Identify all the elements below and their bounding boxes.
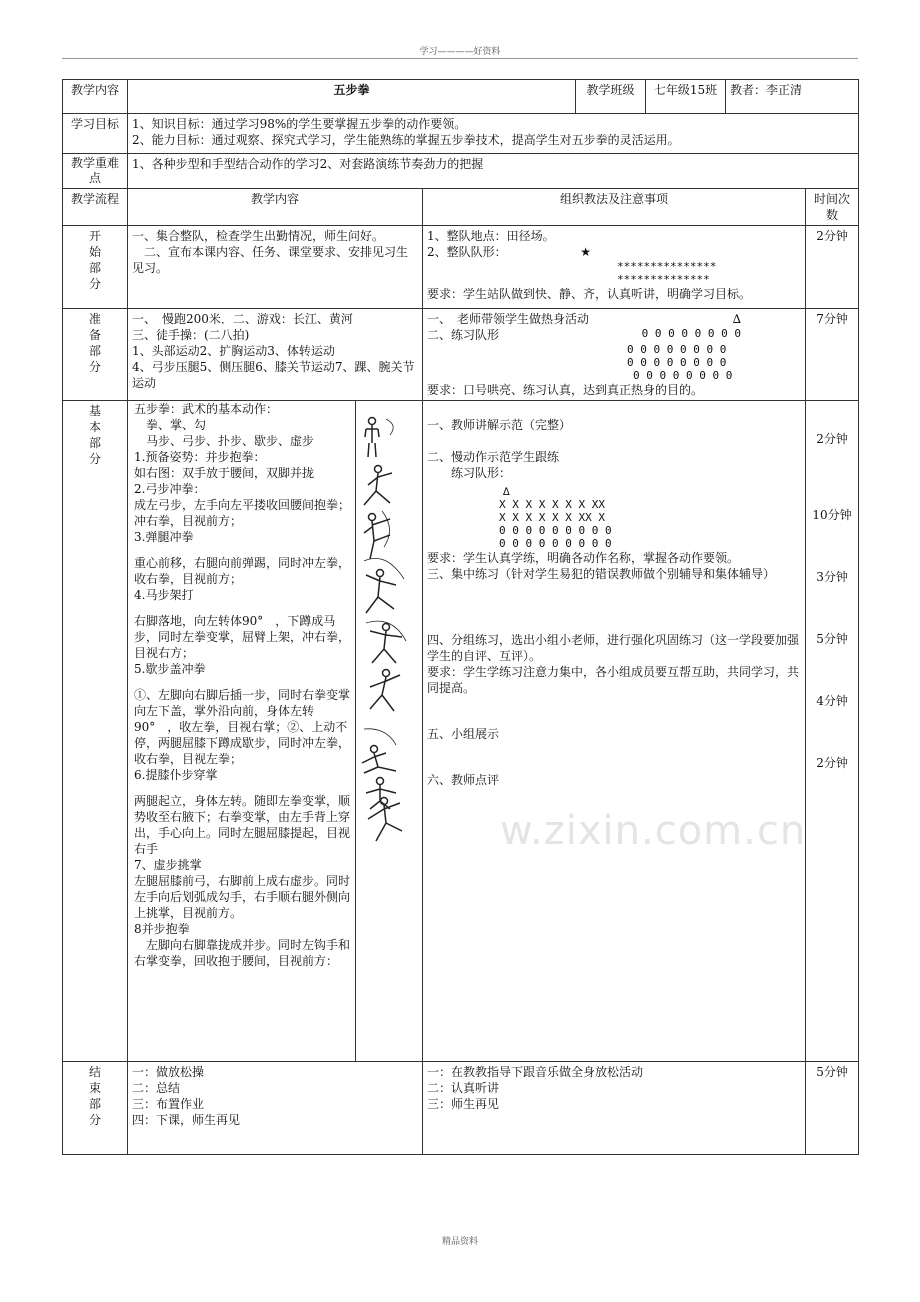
basic-step-line: 五步拳：武术的基本动作：	[134, 402, 279, 416]
basic-content	[128, 401, 423, 1062]
end-content: 一：做放松操 二：总结 三：布置作业 四：下课，师生再见	[128, 1062, 423, 1155]
figure-1	[365, 418, 393, 458]
goal-knowledge: 1、知识目标：通过学习98%的学生要掌握五步拳的动作要领。	[132, 117, 467, 131]
basic-step-line	[134, 545, 353, 555]
col-method: 组织教法及注意事项	[423, 189, 806, 226]
basic-step-line: 8并步抱拳	[134, 922, 190, 936]
class-label: 教学班级	[576, 80, 646, 114]
start-content: 一、集合整队，检查学生出勤情况，师生问好。 二、宣布本课内容、任务、课堂要求、安排见习生见习。	[128, 226, 423, 309]
martial-arts-figures-image	[356, 401, 422, 1057]
teacher-triangle-icon: ∆	[732, 312, 742, 326]
figure-5	[366, 621, 406, 663]
triangle-icon: ∆	[503, 485, 510, 498]
basic-steps-text	[128, 401, 355, 1061]
start-time: 2分钟	[806, 226, 859, 309]
page-footer: 精品资料	[441, 1237, 478, 1247]
basic-step-line: 2.弓步冲拳：	[134, 482, 206, 496]
basic-step-line: 两腿起立，身体左转。随即左拳变掌，顺势收至右腋下；右拳变掌，由左手背上穿出，手心向上。同时左腿屈膝提起，目视右手	[134, 794, 351, 856]
keypoints-label: 教学重难点	[63, 154, 128, 189]
basic-step-line: 1.预备姿势：并步抱拳：	[134, 450, 266, 464]
basic-step-line: 拳、掌、勾	[134, 418, 207, 432]
figure-6	[370, 670, 400, 712]
teacher: 教者：李正清	[726, 80, 859, 114]
start-method: 1、整队地点：田径场。 2、整队队形： ★ *************** ************** 要求：学生站队做到快、静、齐，认真听讲，明确学习目标。	[423, 226, 806, 309]
column-header-row	[63, 189, 859, 226]
info-row	[63, 80, 859, 114]
basic-method: 一、教师讲解示范（完整） 二、慢动作示范学生跟练 练习队形： ∆ X X X X X X X XX X X X X X X XX X 0 0 0 0 0 0 0 0 0 0 0 0 0 0 0 0 0 0 要求：学生认真学练，明确各动作名称，掌握各动作要领。 三、集中练习（针对学生易犯的错误教师做个别辅导和集体辅导） 四、分组练习，选出小组小老师，进行强化巩固练习（这一学段要加强学生的自评、互评）。 要求：学生学练习注意力集中，各小组成员要互帮互助，共同学习，共同提高。 五、小组展示 六、教师点评	[423, 401, 806, 1062]
basic-step-line: ①、左脚向右脚后插一步，同时右拳变掌向左下盖，掌外沿向前，身体左转90° ，收左拳，目视右掌；②、上动不停，两腿屈膝下蹲成歇步，同时冲左拳，收右拳，目视左拳；	[134, 688, 351, 766]
start-label: 开始部分	[63, 226, 128, 309]
basic-row	[63, 401, 859, 1062]
prep-label: 准备部分	[63, 309, 128, 401]
figure-8	[366, 778, 396, 810]
goals-label: 学习目标	[63, 114, 128, 154]
basic-step-line: 5.歇步盖冲拳	[134, 662, 206, 676]
col-content: 教学内容	[128, 189, 423, 226]
basic-step-line: 左腿屈膝前弓，右脚前上成右虚步。同时左手向后划弧成勾手，右手顺右腿外侧向上挑掌，目视前方。	[134, 874, 351, 920]
basic-step-line	[134, 783, 353, 793]
basic-step-line	[134, 603, 353, 613]
goal-ability: 2、能力目标：通过观察、探究式学习，学生能熟练的掌握五步拳技术，提高学生对五步拳的灵活运用。	[132, 133, 680, 147]
page-header: 学习————好资料	[419, 47, 501, 57]
end-time: 5分钟	[806, 1062, 859, 1155]
basic-step-line: 右脚落地，向左转体90° ，下蹲成马步，同时左拳变掌，屈臂上架，冲右拳，目视右方；	[134, 614, 351, 660]
basic-step-line: 3.弹腿冲拳	[134, 530, 194, 544]
prep-method: 一、 老师带领学生做热身活动 ∆ 二、练习队形 0 0 0 0 0 0 0 0 0 0 0 0 0 0 0 0 0 0 0 0 0 0 0 0 0 0 0 0 0 0 0 0 要求：口号哄亮、练习认真，达到真正热身的目的。	[423, 309, 806, 401]
col-time: 时间次数	[806, 189, 859, 226]
start-row	[63, 226, 859, 309]
watermark: w.zixin.com.cn	[500, 808, 807, 854]
movement-figures	[355, 401, 422, 1061]
prep-row	[63, 309, 859, 401]
basic-step-line: 马步、弓步、扑步、歇步、虚步	[134, 434, 315, 448]
class-value: 七年级15班	[646, 80, 726, 114]
figure-7	[362, 729, 396, 773]
basic-step-line: 左脚向右脚靠拢成并步。同时左钩手和右掌变拳，回收抱于腰间，目视前方：	[134, 938, 351, 968]
goals-row	[63, 114, 859, 154]
col-flow: 教学流程	[63, 189, 128, 226]
basic-step-line: 重心前移，右腿向前弹踢，同时冲左拳，收右拳，目视前方；	[134, 556, 351, 586]
figure-2	[364, 466, 392, 506]
basic-step-line: 如右图：双手放于腰间，双脚并拢	[134, 466, 315, 480]
basic-step-line: 成左弓步，左手向左平搂收回腰间抱拳；冲右拳，目视前方；	[134, 498, 351, 528]
goals-text	[128, 114, 859, 154]
basic-step-line	[134, 677, 353, 687]
prep-content: 一、 慢跑200米．二、游戏：长江、黄河 三、徒手操：(二八拍) 1、头部运动2、扩胸运动3、体转运动 4、弓步压腿5、侧压腿6、膝关节运动7、踝、腕关节运动	[128, 309, 423, 401]
keypoints-row	[63, 154, 859, 189]
basic-step-line: 7、虚步挑掌	[134, 858, 202, 872]
figure-3	[364, 511, 390, 559]
keypoints-text: 1、各种步型和手型结合动作的学习2、对套路演练节奏劲力的把握	[128, 154, 859, 189]
basic-step-line: 6.提膝仆步穿掌	[134, 768, 218, 782]
figure-4	[364, 558, 404, 613]
basic-step-line: 4.马步架打	[134, 588, 194, 602]
lesson-plan-table	[62, 79, 859, 1155]
content-label: 教学内容	[63, 80, 128, 114]
basic-label: 基本部分	[63, 401, 128, 1062]
end-row	[63, 1062, 859, 1155]
content-value: 五步拳	[128, 80, 576, 114]
figure-9	[368, 798, 402, 842]
header-divider	[62, 58, 858, 59]
prep-time: 7分钟	[806, 309, 859, 401]
end-method: 一：在教教指导下跟音乐做全身放松活动 二：认真听讲 三：师生再见	[423, 1062, 806, 1155]
end-label: 结束部分	[63, 1062, 128, 1155]
teacher-star-icon: ★	[580, 245, 592, 259]
basic-times: 2分钟 10分钟 3分钟 5分钟 4分钟 2分钟	[806, 401, 859, 1062]
